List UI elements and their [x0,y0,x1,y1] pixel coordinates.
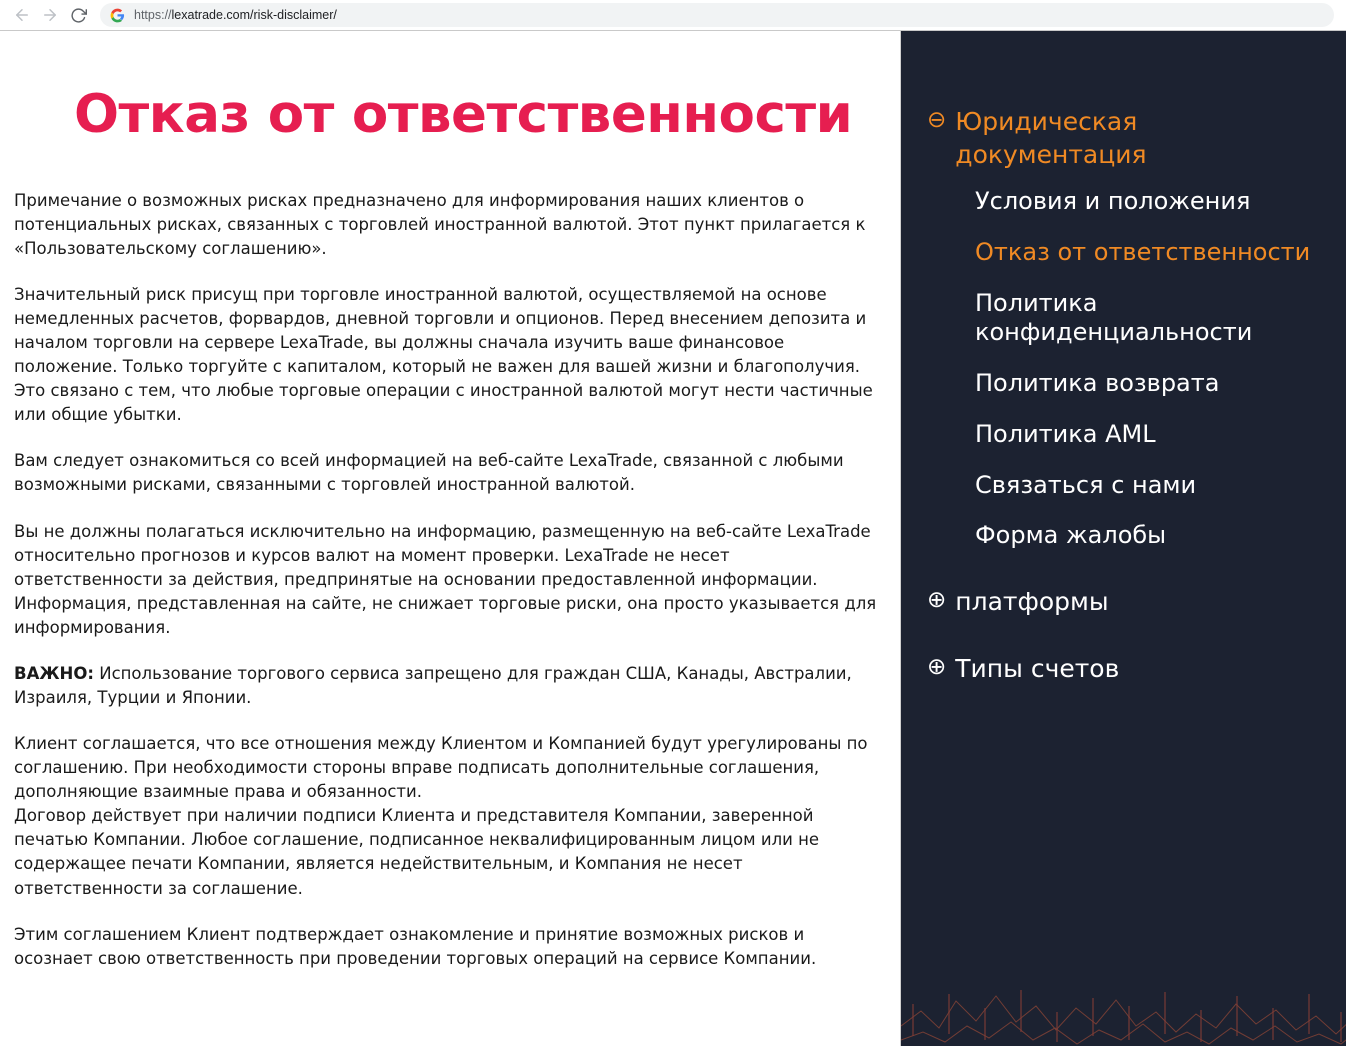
main-content [0,31,901,1046]
sidebar-item-contact-us[interactable]: Связаться с нами [975,470,1197,499]
minus-circle-icon[interactable]: ⊖ [927,107,947,133]
address-bar[interactable] [100,3,1334,27]
reload-icon[interactable] [64,1,92,29]
page-body [0,31,1346,1046]
sidebar-item-refund-policy[interactable]: Политика возврата [975,369,1220,397]
sidebar-group-platforms[interactable] [927,585,1316,618]
url-text [134,8,337,22]
back-arrow-icon[interactable] [8,1,36,29]
url-rest: lexatrade.com/risk-disclaimer/ [171,8,337,22]
paragraph-2: Значительный риск присущ при торговле иностранной валютой, осуществляемой на основе немедленных расчетов, форвардов, дневной торговли и опционов. Перед внесением депозита и началом торговли на сервере LexaTrade, вы должны сначала изучить ваше финансовое положение. Только торгуйте с капиталом, который не важен для вашей жизни и благополучия. Это связано с тем, что любые торговые операции с иностранной валютой могут нести частичные или общие убытки. [14,284,873,425]
important-notice [14,662,877,710]
sidebar-group-account-types[interactable] [927,652,1316,685]
paragraph-5: Клиент соглашается, что все отношения между Клиентом и Компанией будут урегулированы по соглашению. При необходимости стороны вправе подписать дополнительные соглашения, дополняющие взаимные права и обязанности. [14,734,868,802]
sidebar [901,31,1346,1046]
sidebar-item-risk-disclaimer[interactable]: Отказ от ответственности [975,237,1311,266]
paragraph-3: Вам следует ознакомиться со всей информацией на веб-сайте LexaTrade, связанной с любыми возможными рисками, связанными с торговлей иностранной валютой. [14,451,844,495]
paragraph-7: Этим соглашением Клиент подтверждает ознакомление и принятие возможных рисков и осознает свою ответственность при проведении торговых операций на сервисе Компании. [14,924,817,968]
sidebar-group-account-types-label: Типы счетов [955,654,1120,683]
page-title: Отказ от ответственности [74,84,853,145]
url-scheme: https:// [134,8,172,22]
sidebar-item-complaint-form[interactable]: Форма жалобы [975,521,1167,550]
sidebar-item-terms[interactable]: Условия и положения [975,187,1251,215]
important-text: Использование торгового сервиса запрещено для граждан США, Канады, Австралии, Израиля, Турции и Японии. [14,663,852,707]
browser-toolbar [0,0,1346,31]
paragraph-1: Примечание о возможных рисках предназначено для информирования наших клиентов о потенциальных рисках, связанных с торговлей иностранной валютой. Этот пункт прилагается к «Пользовательскому соглашению». [14,190,866,258]
sidebar-item-aml-policy[interactable]: Политика AML [975,419,1156,448]
important-label: ВАЖНО: [14,663,94,683]
paragraph-4: Вы не должны полагаться исключительно на информацию, размещенную на веб-сайте LexaTrade относительно прогнозов и курсов валют на момент проверки. LexaTrade не несет ответственности за действия, предпринятые на основании предоставленной информации. Информация, представленная на сайте, не снижает торговые риски, она просто указывается для информирования. [14,521,877,637]
sidebar-group-platforms-label: платформы [955,587,1109,616]
forward-arrow-icon[interactable] [36,1,64,29]
sidebar-group-legal[interactable] [927,105,1316,171]
decorative-chart-graphic [901,956,1346,1046]
sidebar-legal-links [975,187,1316,551]
paragraph-6: Договор действует при наличии подписи Клиента и представителя Компании, заверенной печатью Компании. Любое соглашение, подписанное неквалифицированным лицом или не содержащее печати Компании, является недействительным, и Компания не несет ответственности за соглашение. [14,806,820,898]
sidebar-item-privacy-policy[interactable]: Политика конфиденциальности [975,288,1253,347]
sidebar-group-legal-label: Юридическая документация [955,107,1147,169]
plus-circle-icon-2[interactable]: ⊕ [927,654,947,680]
plus-circle-icon[interactable]: ⊕ [927,587,947,613]
google-favicon [110,8,125,23]
